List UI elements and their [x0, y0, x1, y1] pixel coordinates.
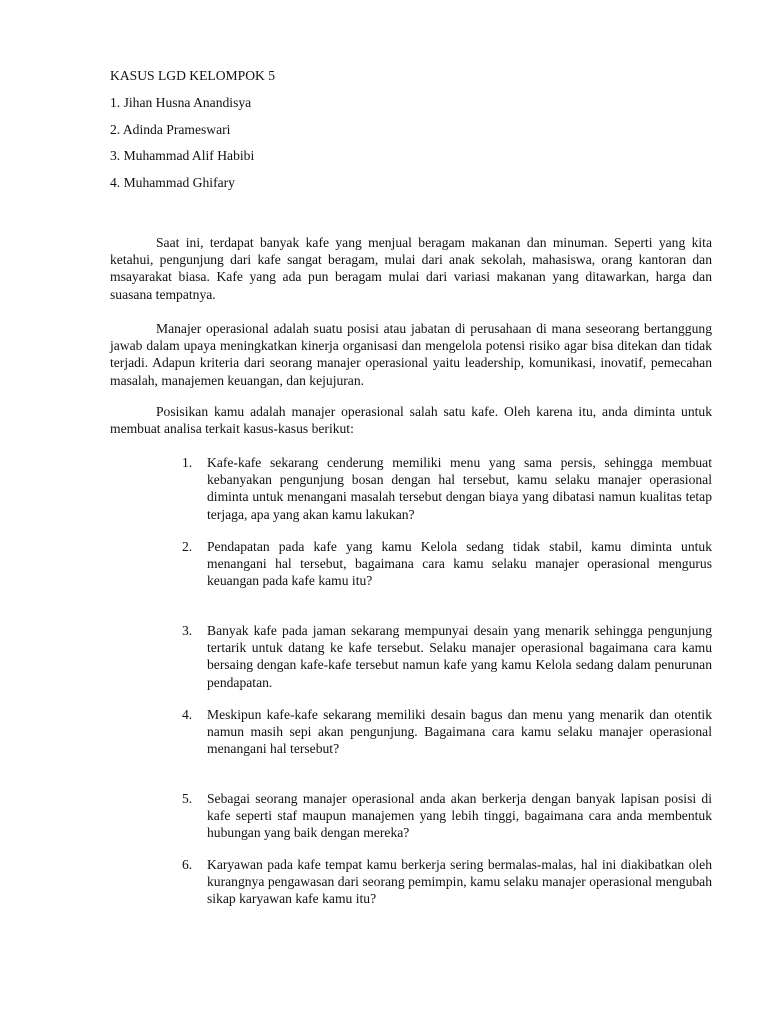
member-item: 3. Muhammad Alif Habibi — [110, 148, 255, 163]
case-question-item — [182, 856, 712, 908]
manager-definition-paragraph: Manajer operasional adalah suatu posisi atau jabatan di perusahaan di mana seseorang bertanggung jawab dalam upaya meningkatkan kinerja organisasi dan mengelola potensi risiko agar bisa ditekan dan tidak terjadi. Adapun kriteria dari seorang manajer operasional yaitu leadership, komunikasi, inovatif, pemecahan masalah, manajemen keuangan, dan kejujuran. — [110, 321, 712, 388]
intro-paragraph: Saat ini, terdapat banyak kafe yang menjual beragam makanan dan minuman. Seperti yang kita ketahui, pengunjung dari kafe sangat beragam, mulai dari anak sekolah, mahasiswa, orang kantoran dan msayarakat biasa. Kafe yang ada pun beragam mulai dari variasi makanan yang ditawarkan, harga dan suasana tempatnya. — [110, 235, 712, 302]
case-question-number: 4. — [182, 707, 193, 722]
case-question-number: 5. — [182, 791, 193, 806]
case-question-number: 1. — [182, 455, 193, 470]
case-question-item — [182, 706, 712, 758]
case-question-text: Pendapatan pada kafe yang kamu Kelola sedang tidak stabil, kamu diminta untuk menangani hal tersebut, bagaimana cara kamu selaku manajer operasional mengurus keuangan pada kafe kamu itu? — [207, 539, 712, 589]
case-question-number: 6. — [182, 857, 193, 872]
case-question-text: Sebagai seorang manajer operasional anda akan berkerja dengan banyak lapisan posisi di kafe seperti staf maupun manajemen yang lebih tinggi, bagaimana cara anda membentuk hubungan yang baik dengan mereka? — [207, 791, 712, 841]
member-item: 1. Jihan Husna Anandisya — [110, 95, 252, 110]
case-question-text: Meskipun kafe-kafe sekarang memiliki desain bagus dan menu yang menarik dan otentik namun masih sepi akan pengunjung. Bagaimana cara kamu selaku manajer operasional menangani hal tersebut? — [207, 707, 712, 757]
case-question-text: Karyawan pada kafe tempat kamu berkerja sering bermalas-malas, hal ini diakibatkan oleh kurangnya pengawasan dari seorang pemimpin, kamu selaku manajer operasional mengubah sikap karyawan kafe kamu itu? — [207, 857, 712, 907]
member-item: 4. Muhammad Ghifary — [110, 174, 235, 190]
case-question-item — [182, 622, 712, 691]
case-question-text: Kafe-kafe sekarang cenderung memiliki menu yang sama persis, sehingga membuat kebanyakan pengunjung bosan dengan hal tersebut, kamu selaku manajer operasional diminta untuk menangani masalah tersebut dengan biaya yang dibatasi namun kualitas tetap terjaga, apa yang akan kamu lakukan? — [207, 455, 712, 522]
member-item: 2. Adinda Prameswari — [110, 121, 231, 137]
member-list — [110, 95, 254, 201]
case-question-item — [182, 538, 712, 590]
case-question-number: 2. — [182, 539, 193, 554]
instruction-paragraph: Posisikan kamu adalah manajer operasional salah satu kafe. Oleh karena itu, anda diminta untuk membuat analisa terkait kasus-kasus berikut: — [110, 404, 712, 437]
case-question-text: Banyak kafe pada jaman sekarang mempunyai desain yang menarik sehingga pengunjung tertarik untuk datang ke kafe tersebut. Selaku manajer operasional bagaimana cara kamu bersaing dengan kafe-kafe tersebut namun kafe yang kamu Kelola sedang dalam penurunan pendapatan. — [207, 623, 712, 690]
case-question-item — [182, 454, 712, 523]
case-question-item — [182, 790, 712, 842]
document-title: KASUS LGD KELOMPOK 5 — [110, 68, 276, 83]
case-question-number: 3. — [182, 623, 193, 638]
